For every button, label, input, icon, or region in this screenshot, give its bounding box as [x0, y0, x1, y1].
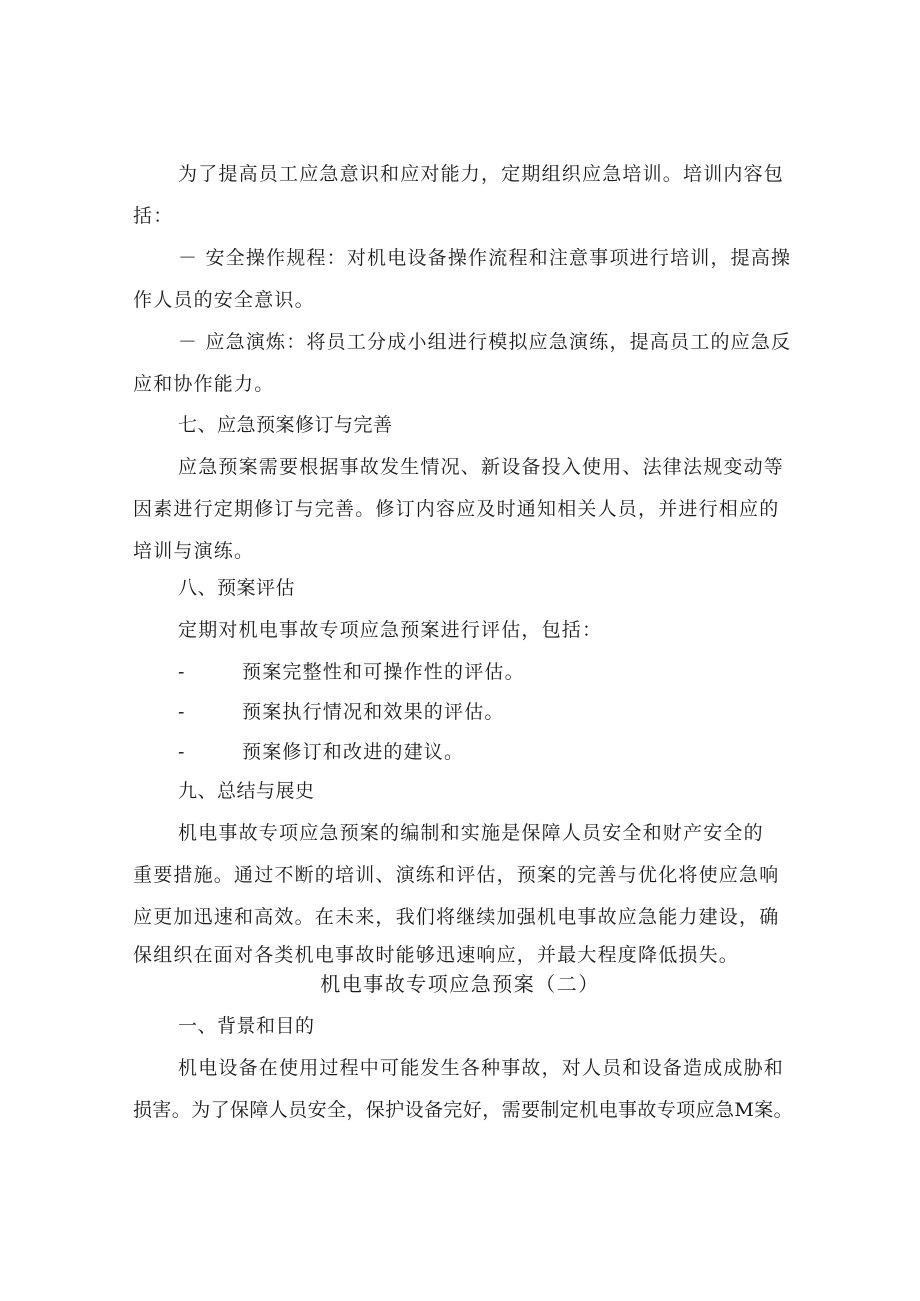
section-9-body-line-4: 保组织在面对各类机电事故时能够迅速响应，并最大程度降低损失。 — [133, 944, 740, 966]
section-9-body-line-3: 应更加迅速和高效。在未来，我们将继续加强机电事故应急能力建设，确 — [133, 906, 780, 928]
document-2-body-line-1: 机电设备在使用过程中可能发生各种事故，对人员和设备造成成胁和 — [178, 1057, 785, 1079]
dash-marker: - — [178, 661, 186, 683]
bullet-drill-line-2: 应和协作能力。 — [133, 373, 275, 395]
section-9-body-line-2: 重要措施。通过不断的培训、演练和评估，预案的完善与优化将使应急响 — [133, 864, 780, 886]
section-7-body-line-2: 因素进行定期修订与完善。修订内容应及时通知相关人员，并进行相应的 — [133, 498, 780, 520]
document-2-section-1-heading: 一、背景和目的 — [178, 1015, 315, 1037]
section-7-heading: 七、应急预案修订与完善 — [178, 414, 393, 436]
list-item-text: 预案执行情况和效果的评估。 — [242, 701, 505, 723]
section-7-body-line-1: 应急预案需要根据事故发生情况、新设备投入使用、法律法规变动等 — [178, 456, 785, 478]
section-7-body-line-3: 培训与演练。 — [133, 540, 255, 562]
dash-marker: - — [178, 741, 186, 763]
bullet-drill-line-1: － 应急演炼：将员工分成小组进行模拟应急演练，提高员工的应急反 — [178, 331, 792, 353]
bullet-safety-line-2: 作人员的安全意识。 — [133, 289, 315, 311]
list-item-text: 预案完整性和可操作性的评估。 — [242, 661, 525, 683]
section-9-body-line-1: 机电事故专项应急预案的编制和实施是保障人员安全和财产安全的 — [178, 822, 764, 844]
section-8-heading: 八、预案评估 — [178, 577, 296, 599]
training-intro-line-2: 括： — [133, 205, 174, 227]
document-2-body-line-2: 损害。为了保障人员安全，保护设备完好，需要制定机电事故专项应急M案。 — [133, 1099, 794, 1121]
section-8-intro: 定期对机电事故专项应急预案进行评估，包括： — [178, 619, 603, 641]
document-2-title: 机电事故专项应急预案（二） — [320, 972, 600, 996]
section-9-heading: 九、总结与展史 — [178, 780, 315, 802]
list-item-text: 预案修订和改进的建议。 — [242, 741, 465, 763]
training-intro-line-1: 为了提高员工应急意识和应对能力，定期组织应急培训。培训内容包 — [178, 163, 785, 185]
bullet-safety-line-1: － 安全操作规程：对机电设备操作流程和注意事项进行培训，提高操 — [178, 247, 792, 269]
dash-marker: - — [178, 701, 186, 723]
